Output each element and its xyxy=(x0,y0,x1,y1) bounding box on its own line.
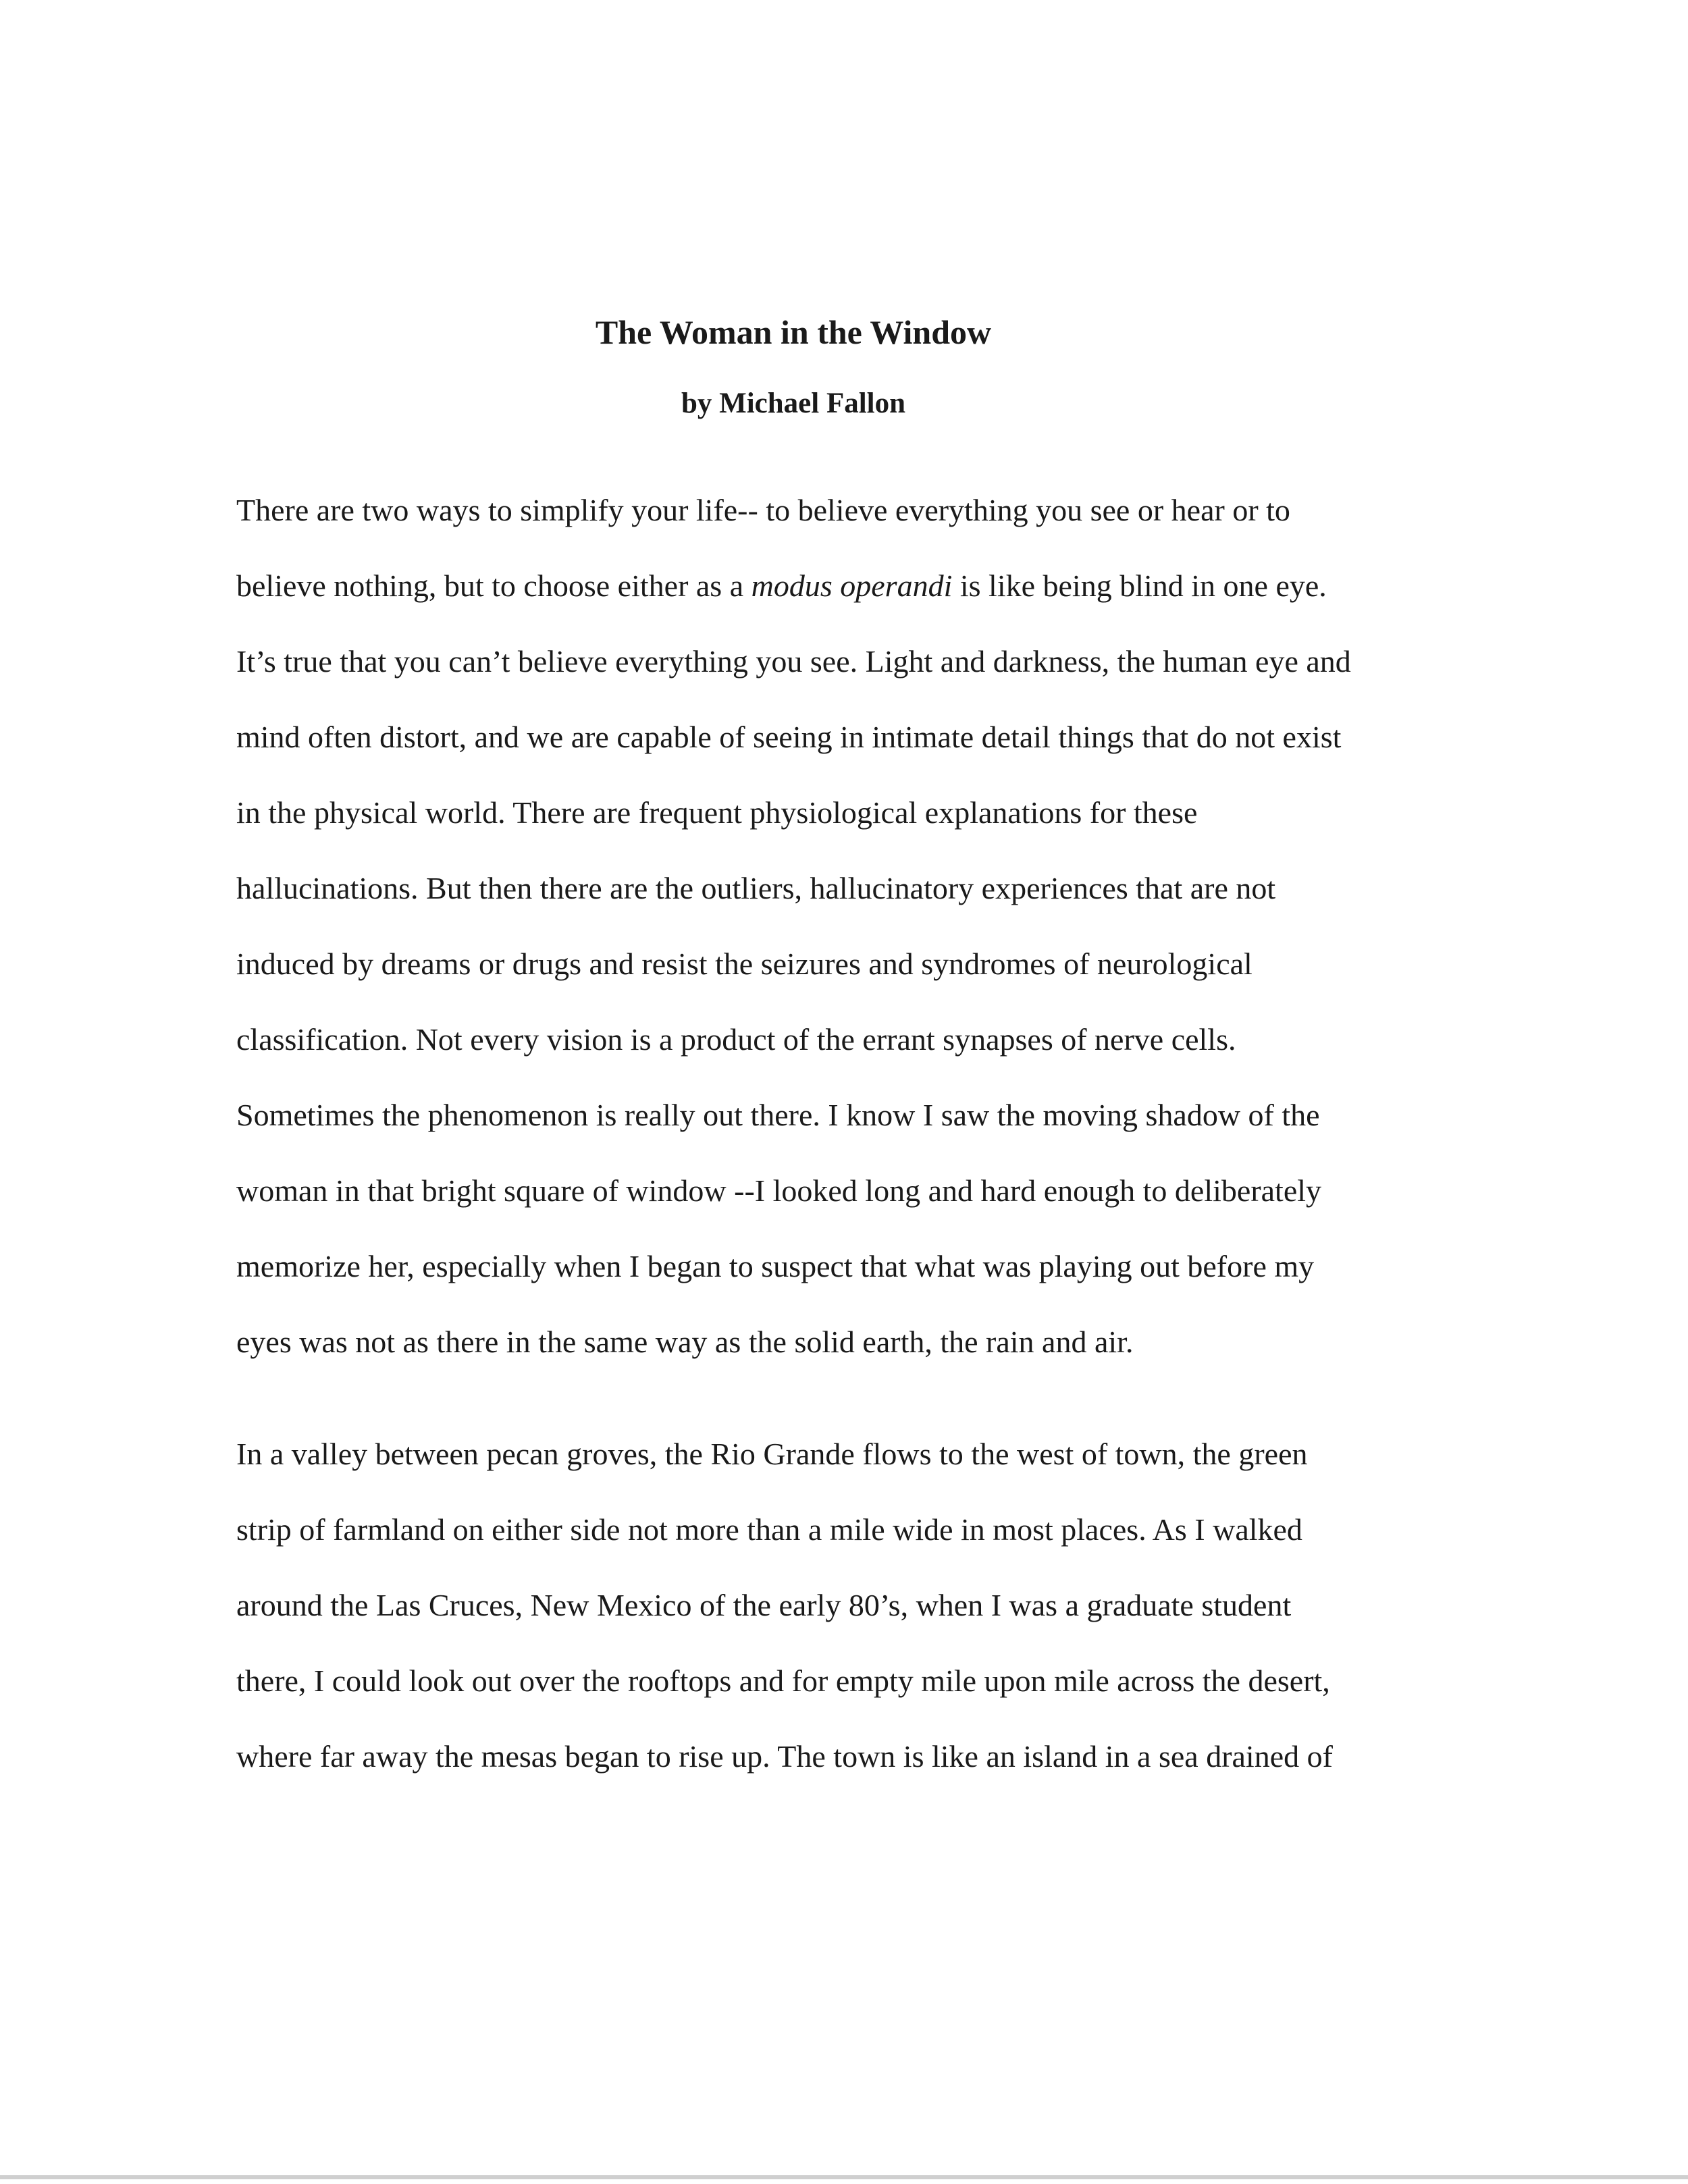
paragraph-1 xyxy=(236,487,1472,1395)
text-line: mind often distort, and we are capable of seeing in intimate detail things that do not exist xyxy=(236,720,1342,754)
author-byline: by Michael Fallon xyxy=(681,388,906,419)
text-line: in the physical world. There are frequent physiological explanations for these xyxy=(236,795,1198,830)
document-title: The Woman in the Window xyxy=(595,313,992,351)
text-line: In a valley between pecan groves, the Rio Grande flows to the west of town, the green xyxy=(236,1437,1308,1471)
scan-edge-line xyxy=(0,2175,1688,2179)
text-line: woman in that bright square of window --I looked long and hard enough to deliberately xyxy=(236,1173,1322,1208)
text-line: induced by dreams or drugs and resist the seizures and syndromes of neurological xyxy=(236,947,1252,981)
text-line: It’s true that you can’t believe everything you see. Light and darkness, the human eye and xyxy=(236,644,1351,678)
text-line: classification. Not every vision is a product of the errant synapses of nerve cells. xyxy=(236,1022,1236,1057)
text-line: there, I could look out over the rooftops and for empty mile upon mile across the desert, xyxy=(236,1663,1330,1698)
paragraph-2 xyxy=(236,1431,1472,1809)
text-line: There are two ways to simplify your life-- to believe everything you see or hear or to xyxy=(236,493,1290,527)
text-line: where far away the mesas began to rise up. The town is like an island in a sea drained of xyxy=(236,1739,1333,1774)
text-line: Sometimes the phenomenon is really out there. I know I saw the moving shadow of the xyxy=(236,1098,1320,1132)
italic-phrase: modus operandi xyxy=(751,568,953,603)
text-line: eyes was not as there in the same way as the solid earth, the rain and air. xyxy=(236,1325,1134,1359)
text-line: hallucinations. But then there are the outliers, hallucinatory experiences that are not xyxy=(236,871,1276,905)
text-line: memorize her, especially when I began to suspect that what was playing out before my xyxy=(236,1249,1315,1283)
text-line: believe nothing, but to choose either as a modus operandi is like being blind in one eye. xyxy=(236,568,1327,603)
text-line: around the Las Cruces, New Mexico of the early 80’s, when I was a graduate student xyxy=(236,1588,1292,1622)
text-line: strip of farmland on either side not more than a mile wide in most places. As I walked xyxy=(236,1512,1302,1547)
